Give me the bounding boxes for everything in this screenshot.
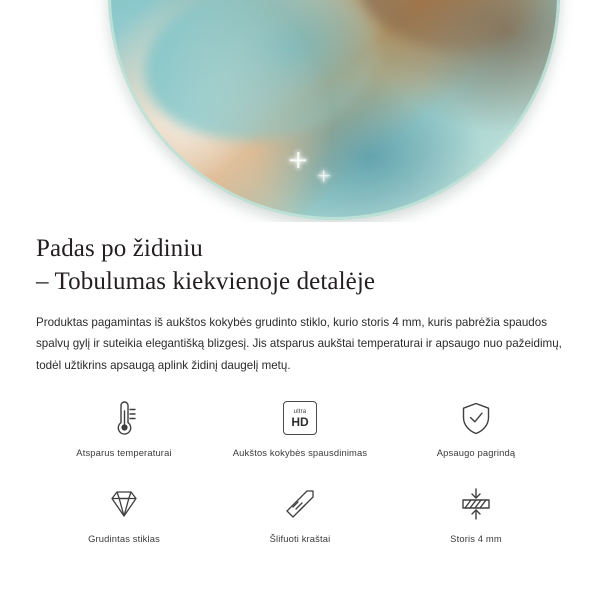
feature-caption: Storis 4 mm xyxy=(450,533,502,544)
feature-item-print-quality xyxy=(212,396,388,476)
ultra-hd-badge-bottom: HD xyxy=(291,414,309,429)
polished-edge-icon xyxy=(281,482,319,526)
hero-image-area xyxy=(0,0,600,222)
feature-item-tempered-glass xyxy=(36,482,212,562)
thickness-icon xyxy=(456,482,496,526)
text-content xyxy=(0,222,600,376)
headline-line-1: Padas po židiniu xyxy=(36,235,203,262)
feature-item-thickness xyxy=(388,482,564,562)
feature-grid xyxy=(36,396,564,562)
thermometer-icon xyxy=(107,396,141,440)
diamond-icon xyxy=(104,482,144,526)
round-glass-board-image xyxy=(108,0,560,220)
ultra-hd-icon xyxy=(283,396,317,440)
feature-caption: Grudintas stiklas xyxy=(88,533,160,544)
feature-item-temperature xyxy=(36,396,212,476)
page-title xyxy=(0,222,600,298)
feature-item-polished-edges xyxy=(212,482,388,562)
feature-caption: Šlifuoti kraštai xyxy=(269,533,331,544)
body-paragraph: Produktas pagamintas iš aukštos kokybės grudinto stiklo, kurio storis 4 mm, kuris pabrėžia spaudos spalvų gylį ir suteikia elegantišką blizgesį. Jis atsparus aukštai temperaturai ir apsaugo nuo pažeidimų, todėl užtikrins apsaugą aplink židinį daugelį metų. xyxy=(36,316,562,372)
feature-caption: Atsparus temperaturai xyxy=(76,447,172,458)
headline-line-2: – Tobulumas kiekvienoje detalėje xyxy=(36,268,376,295)
feature-caption: Apsaugo pagrindą xyxy=(436,447,516,458)
glass-rim xyxy=(108,0,560,220)
feature-item-surface-protection xyxy=(388,396,564,476)
shield-check-icon xyxy=(459,396,493,440)
ultra-hd-badge-top: ultra xyxy=(293,408,307,415)
feature-caption: Aukštos kokybės spausdinimas xyxy=(232,447,368,458)
